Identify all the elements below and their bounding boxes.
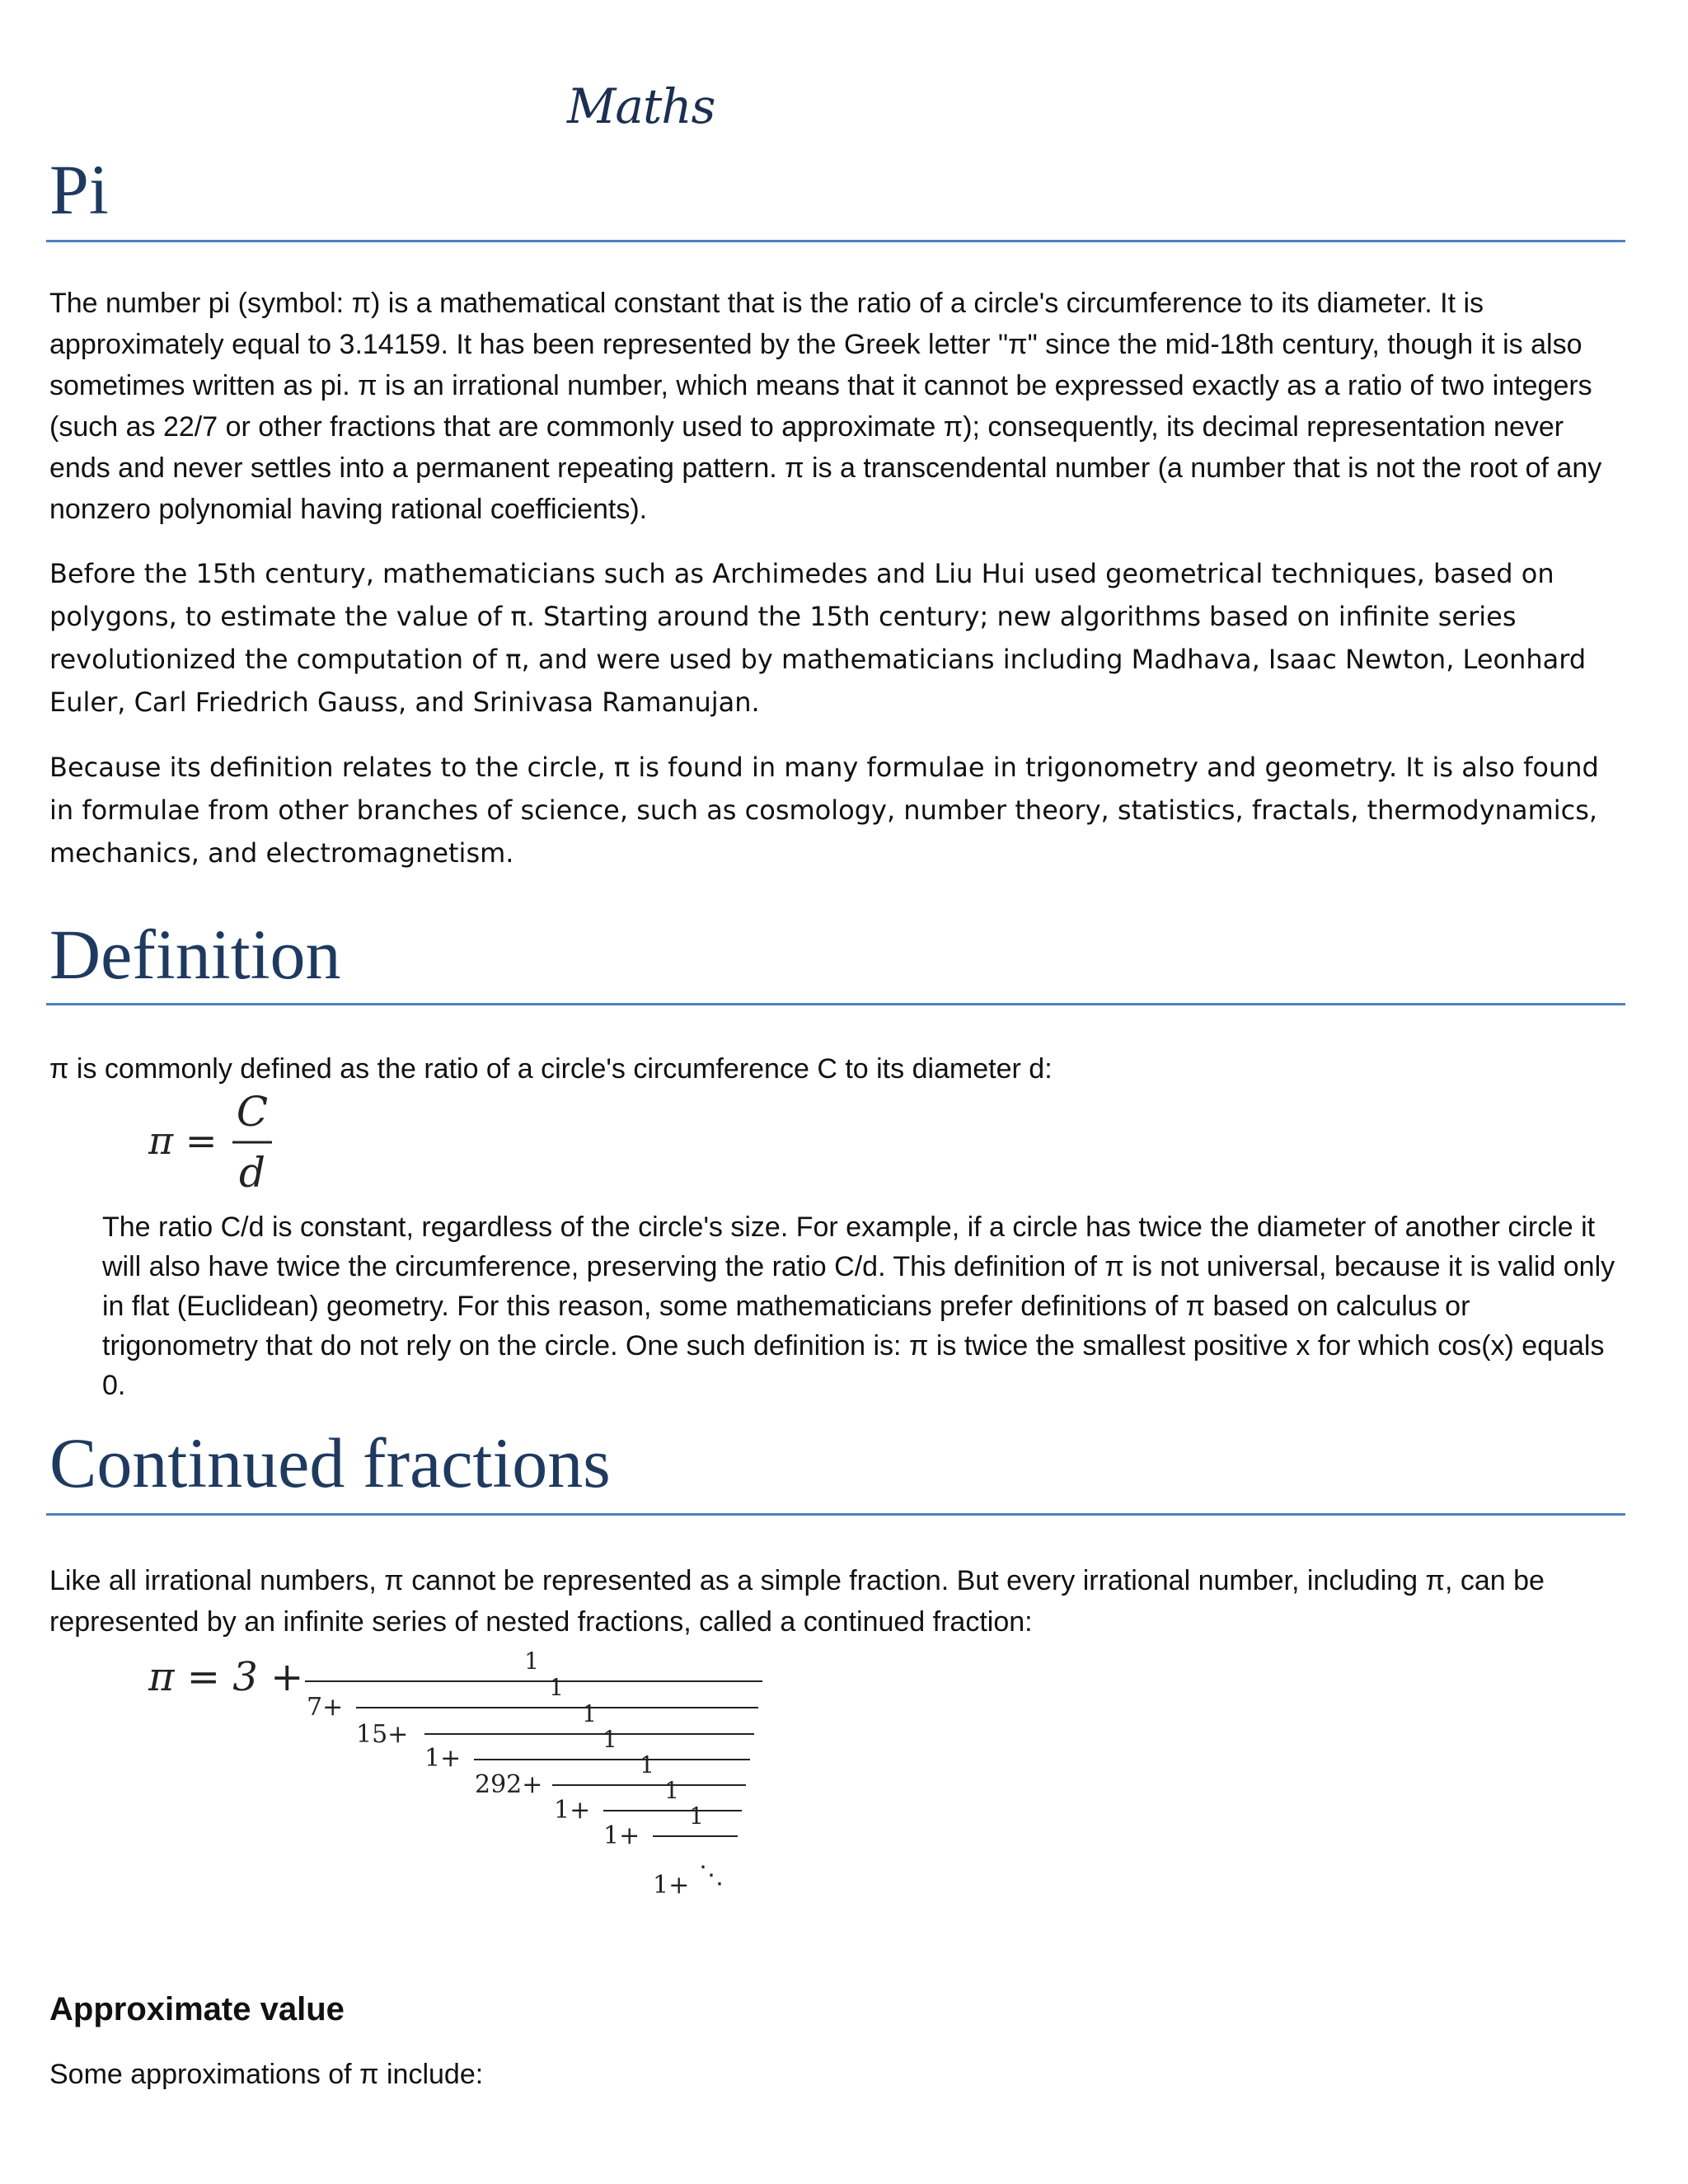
section-heading-definition: Definition [49, 915, 341, 994]
cf-numerator: 1 [524, 1647, 539, 1675]
cf-numerator: 1 [549, 1674, 564, 1701]
formula-denominator: d [238, 1149, 266, 1195]
subsection-heading-approximate-value: Approximate value [49, 1991, 345, 2027]
cf-numerator: 1 [603, 1726, 617, 1753]
section-heading-continued-fractions: Continued fractions [49, 1423, 611, 1502]
cf-term: 7+ [307, 1693, 344, 1722]
formula-lhs: π = [148, 1118, 218, 1163]
pi-paragraph-2: Before the 15th century, mathematicians such as Archimedes and Liu Hui used geometrical techniques, based on polygons, to estimate the value of π. Starting around the 15th century; new algorithms based on infinite series revolutionized the computation of π, and were used by mathematicians including Madhava, Isaac Newton, Leonhard Euler, Carl Friedrich Gauss, and Srinivasa Ramanujan. [49, 558, 1587, 718]
approx-intro: Some approximations of π include: [49, 2059, 484, 2090]
cf-term: 15+ [356, 1720, 409, 1749]
cf-numerator: 1 [582, 1700, 597, 1727]
continued-fraction-formula [148, 1644, 775, 1911]
pi-paragraph-1: The number pi (symbol: π) is a mathematical constant that is the ratio of a circle's circumference to its diameter. It is approximately equal to 3.14159. It has been represented by the Greek letter "π" since the mid-18th century, though it is also sometimes written as pi. π is an irrational number, which means that it cannot be expressed exactly as a ratio of two integers (such as 22/7 or other fractions that are commonly used to approximate π); consequently, its decimal representation never ends and never settles into a permanent repeating pattern. π is a transcendental number (a number that is not the root of any nonzero polynomial having rational coefficients). [49, 288, 1602, 525]
cf-numerator: 1 [640, 1751, 654, 1779]
continued-intro: Like all irrational numbers, π cannot be represented as a simple fraction. But every irrational number, including π, can be represented by an infinite series of nested fractions, called a continued fraction: [49, 1565, 1545, 1638]
pi-definition-formula [148, 1088, 297, 1198]
cf-term: 1+ [554, 1796, 591, 1825]
formula-numerator: C [236, 1088, 269, 1136]
continued-rule [46, 1513, 1625, 1516]
cf-lhs: π = 3 + [148, 1654, 304, 1700]
cf-numerator: 1 [664, 1777, 679, 1804]
cf-ellipsis: ⋱ [699, 1861, 724, 1890]
page-title: Pi [49, 150, 109, 229]
cf-term: 1+ [603, 1821, 640, 1850]
cf-numerator: 1 [689, 1802, 704, 1830]
title-rule [46, 240, 1625, 242]
cf-term: 292+ [475, 1770, 543, 1799]
definition-rule [46, 1003, 1625, 1005]
cf-term: 1+ [424, 1744, 462, 1773]
pi-paragraph-3: Because its definition relates to the circle, π is found in many formulae in trigonometry and geometry. It is also found in formulae from other branches of science, such as cosmology, number theory, statistics, fractals, thermodynamics, mechanics, and electromagnetism. [49, 752, 1599, 869]
definition-intro: π is commonly defined as the ratio of a circle's circumference C to its diameter d: [49, 1053, 1053, 1085]
cf-term: 1+ [653, 1871, 690, 1900]
header-note: Maths [567, 78, 715, 134]
definition-body: The ratio C/d is constant, regardless of the circle's size. For example, if a circle has twice the diameter of another circle it will also have twice the circumference, preserving the ratio C/d. This definition of π is not universal, because it is valid only in flat (Euclidean) geometry. For this reason, some mathematicians prefer definitions of π based on calculus or trigonometry that do not rely on the circle. One such definition is: π is twice the smallest positive x for which cos(x) equals 0. [102, 1212, 1615, 1401]
